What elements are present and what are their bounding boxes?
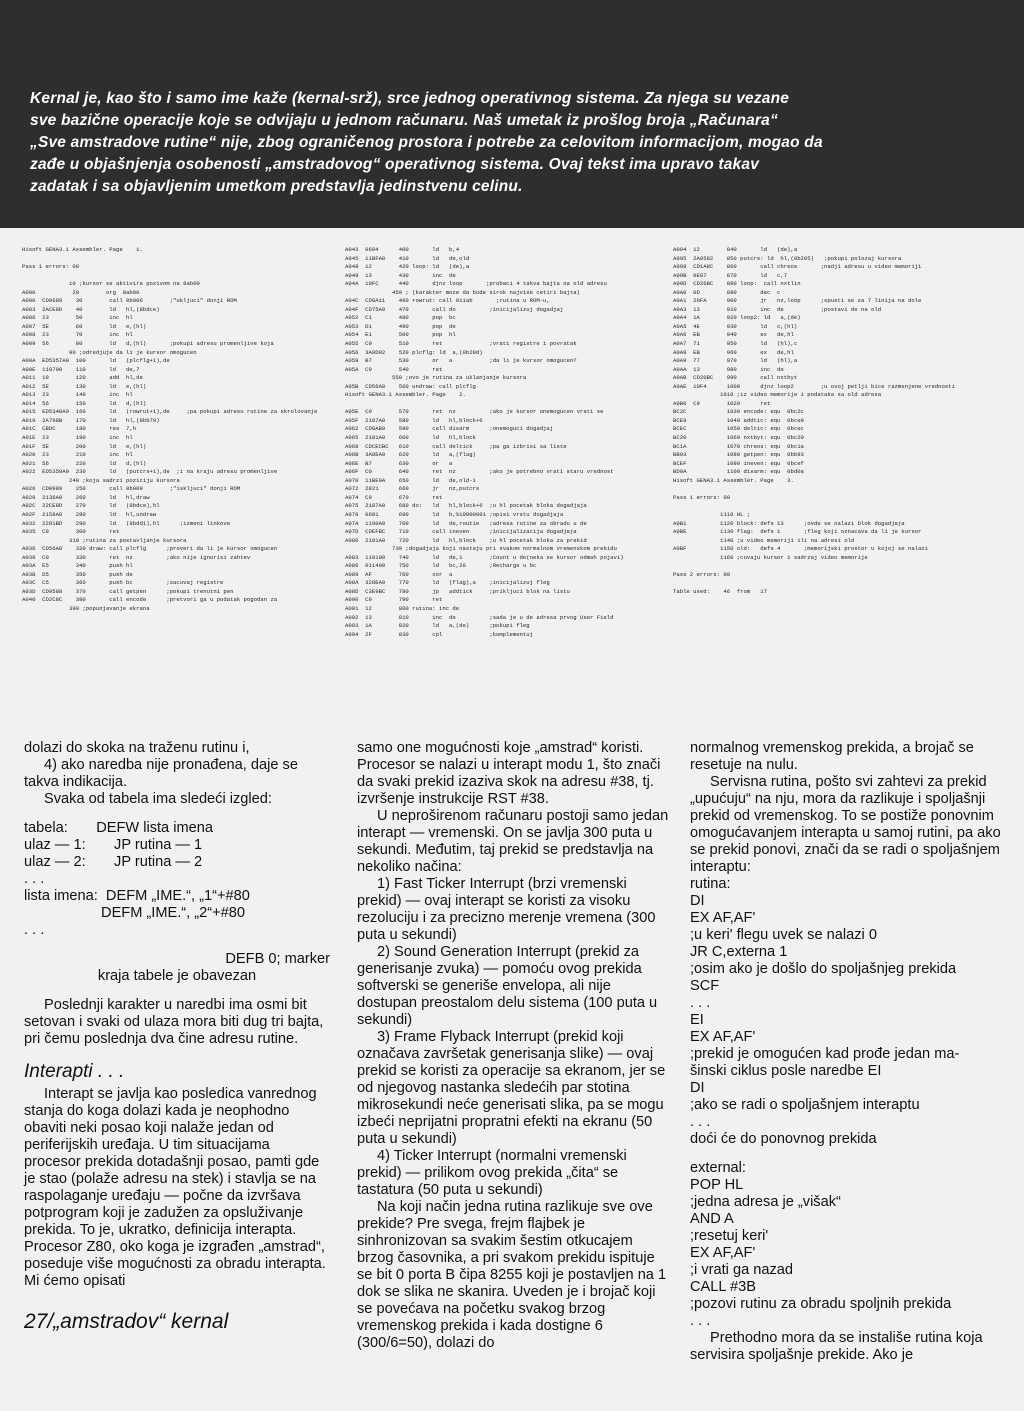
text-line: A029 2136A0 260 ld hl,draw bbox=[22, 493, 150, 501]
text-line: BC20 1060 nxtbyt: equ 0bc20 bbox=[673, 434, 804, 442]
text-line: A013 23 140 inc hl bbox=[22, 391, 133, 399]
text-line: . . . bbox=[690, 1114, 711, 1130]
text-line: A056 3A0D02 520 plcflg: ld a,(0b20d) bbox=[345, 348, 483, 356]
assembler-listing-page-3 bbox=[673, 246, 1013, 728]
text-line: A080 2181A0 720 ld hl,block ;u hl pocetak bloka za prekid bbox=[345, 536, 587, 544]
text-line: A05B CD56A0 560 undraw: call plcflg bbox=[345, 382, 476, 390]
text-line: A0BE 1130 flag: defs 1 ;fleg koji oznacava da li je kursor bbox=[673, 528, 922, 536]
text-line: A0BF 1150 old: defs 4 ;memorijski prostor u kojoj se nalazi bbox=[673, 545, 929, 553]
text-line bbox=[345, 400, 670, 409]
text-line: A0A4 1A 920 loop2: ld a,(de) bbox=[673, 314, 801, 322]
paragraph: 4) Ticker Interrupt (normalni vremenski prekid) — prilikom ovog prekida „čita“ se tastatura (50 puta u sekundi) bbox=[357, 1148, 627, 1198]
text-line: A054 E1 500 pop hl bbox=[345, 331, 456, 339]
article-column-3 bbox=[690, 740, 1003, 1364]
text-line: Hisoft GENA3.1 Assembler. Page 2. bbox=[345, 391, 466, 399]
paragraph: U neproširenom računaru postoji samo jedan interapt — vremenski. On se javlja 300 puta u sekundi. Međutim, taj prekid se predstavlja na nekoliko načina: bbox=[357, 808, 669, 875]
text-line bbox=[673, 485, 1013, 494]
text-line: A035 C9 300 ret bbox=[22, 528, 120, 536]
text-line bbox=[22, 272, 344, 281]
text-line bbox=[22, 255, 344, 264]
text-line: CALL #3B bbox=[690, 1279, 756, 1295]
assembler-listing-page-1 bbox=[22, 246, 344, 728]
text-line: A026 CD0989 250 call 0b909 ;"iskljuci" donji ROM bbox=[22, 485, 241, 493]
paragraph: Interapt se javlja kao posledica vanrednog stanja do koga dolazi kada je neophodno obaviti neki posao koji nalaže jedan od periferijskih uređaja. U tim situacijama procesor prekida dotadašnji posao, pamti gde je stao (polaže adresu na stek) i stavlja se na raspolaganje uređaju — počne da izvršava potprogram koji je zadužen za opsluživanje prekida. To je, ukratko, definicija interapta. Procesor Z80, oko koga je izgrađen „amstrad“, poseduje više mogućnosti za obradu interapta. Mi ćemo opisati bbox=[24, 1086, 326, 1289]
text-line: Pass 2 errors: 00 bbox=[673, 570, 731, 578]
text-line: EI bbox=[690, 1012, 704, 1028]
page-footer-title: 27/„amstradov“ kernal bbox=[24, 1310, 229, 1333]
intro-line: zađe u objašnjenja osobenosti „amstradovog“ operativnog sistema. Ovaj tekst ima upravo takav bbox=[30, 156, 760, 173]
text-line: BC2C 1030 encode: equ 0bc2c bbox=[673, 408, 804, 416]
text-line: A020 23 210 inc hl bbox=[22, 451, 133, 459]
text-line: rutina: bbox=[690, 876, 731, 892]
text-line: A083 110100 740 ld de,1 ;Count u de(neka se kursor odmah pojavi) bbox=[345, 553, 624, 561]
text-line: A000 CD0689 30 call 0b906 ;"ukljuci" donji ROM bbox=[22, 297, 237, 305]
interrupt-routine-code bbox=[690, 876, 1003, 1148]
text-line: JR C,externa 1 bbox=[690, 944, 788, 960]
paragraph: normalnog vremenskog prekida, a brojač se resetuje na nulu. bbox=[690, 740, 974, 773]
paragraph: samo one mogućnosti koje „amstrad“ koristi. Procesor se nalazi u interapt modu 1, što znači da svaki prekid izaziva skok na adresu #38, tj. izvršenje instrukcije RST #38. bbox=[357, 740, 661, 807]
text-line: A011 19 120 add hl,de bbox=[22, 374, 143, 382]
text-line: A0AA 13 980 inc de bbox=[673, 365, 784, 373]
text-line: A0A7 71 950 ld (hl),c bbox=[673, 340, 798, 348]
text-line: A045 11BFA0 410 ld de,old bbox=[345, 254, 470, 262]
text-line: A09B 0E07 870 ld c,7 bbox=[673, 271, 788, 279]
text-line: DEFM „IME.“, „2“+#80 bbox=[24, 905, 245, 921]
paragraph: 3) Frame Flyback Interrupt (prekid koji označava završetak generisanja slike) — ovaj prekid se koristi za operacije sa ekranom, jer se od njegovog nastanka sledećih par stotina mikrosekundi neće generisati slika, pa se mogu izbeći neprijatni propratni efekti na ekranu (50 puta u sekundi) bbox=[357, 1029, 666, 1147]
text-line: . . . bbox=[690, 995, 711, 1011]
text-line: ;resetuj keri' bbox=[690, 1228, 769, 1244]
text-line: Hisoft GENA3.1 Assembler. Page 1. bbox=[22, 246, 143, 253]
text-line: A03D CD9588 370 call getpen ;pokupi trenutni pen bbox=[22, 587, 234, 595]
text-line: 90 ;odredjuje da li je kursor omogucen bbox=[22, 348, 197, 356]
intro-line: sve bazične operacije koje se odvijaju u jednom računaru. Naš umetak iz prošlog broja „Računara“ bbox=[30, 112, 778, 129]
text-line: 10 ;kursor se aktivira pozivom na 8ab00 bbox=[22, 280, 200, 288]
text-line: AND A bbox=[690, 1211, 734, 1227]
table-format-code bbox=[24, 820, 330, 939]
text-line: A021 56 220 ld d,(hl) bbox=[22, 459, 147, 467]
text-line: A055 C9 510 ret ;vrati registre i povratak bbox=[345, 340, 577, 348]
text-line: ;ako se radi o spoljašnjem interaptu bbox=[690, 1097, 920, 1113]
text-line: A012 5E 130 ld e,(hl) bbox=[22, 382, 147, 390]
text-line: A06E B7 630 or a bbox=[345, 459, 453, 467]
text-line: ;u keri' flegu uvek se nalazi 0 bbox=[690, 927, 877, 943]
text-line: A078 0681 690 ld b,%10000001 ;opisi vrstu dogadjaja bbox=[345, 510, 564, 518]
text-line: A0A3 13 910 inc de ;postavi de na old bbox=[673, 305, 882, 313]
text-line: BCEF 1090 ineven: equ 0bcef bbox=[673, 459, 804, 467]
text-line: A072 2821 660 jr nz,putcrs bbox=[345, 485, 480, 493]
text-line: A098 CD1A8C 860 call chreos ;nadji adresu u video memoriji bbox=[673, 263, 922, 271]
text-line: A019 2A798B 170 ld hl,(8bb79) bbox=[22, 416, 160, 424]
text-line: DI bbox=[690, 893, 705, 909]
paragraph: 4) ako naredba nije pronađena, daje se takva indikacija. bbox=[24, 757, 298, 790]
paragraph: 2) Sound Generation Interrupt (prekid za generisanje zvuka) — pomoću ovog prekida softverski se generiše envelopa, ali nije dostupan preostalom delu sistema (100 puta u sekundi) bbox=[357, 944, 658, 1028]
text-line: EX AF,AF' bbox=[690, 1029, 756, 1045]
text-line: 240 ;koja sadrzi poziciju kursora bbox=[22, 476, 180, 484]
text-line: A095 2A0582 850 putcrs: ld hl,(0b205) ;pokupi polozaj kursora bbox=[673, 254, 902, 262]
text-line: A03B D5 350 push de bbox=[22, 570, 133, 578]
text-line: A043 0604 400 ld b,4 bbox=[345, 246, 460, 253]
text-line: šinski ciklus posle naredbe EI bbox=[690, 1063, 882, 1079]
text-line: A08D C3E9BC 780 jp addtick ;prikljuci blok na listu bbox=[345, 587, 570, 595]
external-routine-code bbox=[690, 1160, 1003, 1330]
text-line: . . . bbox=[690, 1313, 711, 1329]
text-line: A08A 328EA0 770 ld (flag),a ;inicijalizuj fleg bbox=[345, 579, 550, 587]
paragraph: dolazi do skoka na traženu rutinu i, bbox=[24, 740, 250, 756]
text-line bbox=[673, 502, 1013, 511]
text-line: ;i vrati ga nazad bbox=[690, 1262, 794, 1278]
text-line: A06F C0 640 ret nz ;ako je potrebno vrati staru vrednost bbox=[345, 468, 614, 476]
paragraph: Prethodno mora da se instališe rutina koja servisira spoljašnje prekide. Ako je bbox=[690, 1330, 983, 1363]
text-line: A04A 10FC 440 djnz loop ;probaci 4 takva bajta na old adresu bbox=[345, 280, 607, 288]
text-line: A014 56 150 ld d,(hl) bbox=[22, 399, 147, 407]
article-column-1 bbox=[24, 740, 330, 1290]
text-line: 1160 ;cuvaju kursor i sadrzaj video memorije bbox=[673, 553, 868, 561]
text-line: 450 ; (karakter moze da bude sirok najvise cetiri bajta) bbox=[345, 288, 580, 296]
text-line: 310 ;rutina za postavljanje kursora bbox=[22, 536, 187, 544]
text-line: A05E C0 570 ret nz ;ako je kursor onemogucen vrati se bbox=[345, 408, 604, 416]
assembler-listing-page-2 bbox=[345, 246, 670, 728]
text-line: A00E 110700 110 ld de,7 bbox=[22, 365, 140, 373]
paragraph: 1) Fast Ticker Interrupt (brzi vremenski prekid) — ovaj interapt se koristi za visoku rezoluciju i za precizno merenje vremena (300 puta u sekundi) bbox=[357, 876, 656, 943]
text-line: BCE9 1040 addtic: equ 0bce9 bbox=[673, 416, 804, 424]
text-line: A01F 5E 200 ld e,(hl) bbox=[22, 442, 147, 450]
intro-line: Kernal je, kao što i samo ime kaže (kernal-srž), srce jednog operativnog sistema. Za njega su vezane bbox=[30, 90, 790, 107]
text-line: Pass 1 errors: 00 bbox=[22, 263, 80, 271]
text-line: ;prekid je omogućen kad prođe jedan ma- bbox=[690, 1046, 960, 1062]
text-line: A0B0 C9 1020 ret bbox=[673, 399, 771, 407]
text-line: A091 12 800 rutina: inc de bbox=[345, 604, 460, 612]
text-line: A065 2181A0 600 ld hl,block bbox=[345, 434, 476, 442]
text-line: . . . bbox=[24, 871, 45, 887]
text-line: ;jedna adresa je „višak“ bbox=[690, 1194, 841, 1210]
text-line: A009 56 80 ld d,(hl) ;pokupi adresu promenljive koja bbox=[22, 340, 274, 348]
text-line: doći će do ponovnog prekida bbox=[690, 1131, 877, 1147]
text-line: Pass 1 errors: 00 bbox=[673, 493, 731, 501]
paragraph: Poslednji karakter u naredbi ima osmi bit setovan i svaki od ulaza mora biti dug tri bajta, pri čemu poslednja dva čine adresu rutine. bbox=[24, 997, 324, 1047]
text-line: A070 11BE0A 650 ld de,old-1 bbox=[345, 476, 476, 484]
text-line: A094 12 840 ld (de),a bbox=[673, 246, 798, 253]
text-line: A03C C5 360 push bc ;sacuvaj registre bbox=[22, 579, 224, 587]
text-line: 550 ;ovo je rutina za uklanjanje kursora bbox=[345, 374, 527, 382]
text-line: A0AE 10F4 1000 djnz loop2 ;u ovoj petlji bice razmenjene vrednosti bbox=[673, 382, 955, 390]
text-line: A0A5 4E 930 ld c,(hl) bbox=[673, 322, 798, 330]
paragraph: Servisna rutina, pošto svi zahtevi za prekid „upućuju“ na nju, mora da razlikuje i spoljašnji prekid od vremenskog. To se postiže ponovnim omogućavanjem interapta u samoj rutini, pa ako se prekid ponovi, znači da se radi o spoljašnjem interaptu: bbox=[690, 774, 1001, 875]
text-line bbox=[673, 579, 1013, 588]
text-line: external: bbox=[690, 1160, 746, 1176]
text-line: A053 D1 490 pop de bbox=[345, 322, 456, 330]
text-line: A000 20 org 8ab00 bbox=[22, 288, 140, 296]
text-line: A0AB CD20BC 990 call nxtbyt bbox=[673, 374, 798, 382]
text-line: 390 ;popunjavanje ekrana bbox=[22, 604, 150, 612]
text-line: A008 23 70 inc hl bbox=[22, 331, 133, 339]
text-line: EX AF,AF' bbox=[690, 910, 756, 926]
paragraph: Na koji način jedna rutina razlikuje sve ove prekide? Pre svega, frejm flajbek je sinhronizovan sa svakim šestim otkucajem brzog časovnika, a pri svakom prekidu ispituje se bit 0 porta B čipa 8255 koji je postavljen na 1 dok se slika ne skanira. Uveden je i brojač koji se povećava na početku svakog brzog vremenskog prekida i kada dostigne 6 (300/6=50), dolazi do bbox=[357, 1199, 667, 1351]
text-line: ;pozovi rutinu za obradu spoljnih prekida bbox=[690, 1296, 952, 1312]
text-line: ulaz — 2: JP rutina — 2 bbox=[24, 854, 203, 870]
text-line: BC1A 1070 chreos: equ 0bc1a bbox=[673, 442, 804, 450]
text-line: A022 ED5359A0 230 ld (putcrs+1),de ;i na kraju adresu promenljive bbox=[22, 468, 278, 476]
text-line: lista imena: DEFM „IME.“, „1“+#80 bbox=[24, 888, 250, 904]
text-line: A068 CDCECBC 610 call deltick ;pa ga izbrisi sa liste bbox=[345, 442, 567, 450]
text-line: Hisoft GENA3.1 Assembler. Page 3. bbox=[673, 476, 794, 484]
text-line: tabela: DEFW lista imena bbox=[24, 820, 213, 836]
text-line: . . . bbox=[24, 922, 45, 938]
text-line: A09D CD26BC 880 loop: call nxtlin bbox=[673, 280, 801, 288]
text-line: 730 ;dogadjaja koji nastaju pri svakom normalnom vremenskom prekidu bbox=[345, 545, 617, 553]
text-line: A0A0 0D 890 dec c bbox=[673, 288, 781, 296]
text-line: 1110 HL ; bbox=[673, 510, 751, 518]
text-line: A0A8 EB 960 ex de,hl bbox=[673, 348, 794, 356]
text-line: A074 C9 670 ret bbox=[345, 493, 443, 501]
intro-banner bbox=[0, 0, 1024, 228]
text-line: ulaz — 1: JP rutina — 1 bbox=[24, 837, 203, 853]
paragraph: kraja tabele je obavezan bbox=[97, 968, 257, 984]
text-line: A032 2291BD 290 ld (8bdd1),hl ;izmeni linkove bbox=[22, 519, 231, 527]
text-line bbox=[673, 562, 1013, 571]
text-line: A062 CD0AB9 590 call disarm ;onemoguci dogadjaj bbox=[345, 425, 554, 433]
text-line: A05F 2187A0 580 ld hl,block+6 bbox=[345, 416, 483, 424]
text-line: A036 CD56A0 320 draw: call plcflg ;proveri da li je kursor omogucen bbox=[22, 545, 278, 553]
text-line: A0B1 1120 block: defs 13 ;ovde se nalazi blok dogadjaja bbox=[673, 519, 905, 527]
intro-line: „Sve amstradove rutine“ nije, zbog ograničenog prostora i potrebe za celovitom informacijom, mogao da bbox=[30, 134, 823, 151]
text-line: A007 5E 60 ld e,(hl) bbox=[22, 322, 147, 330]
text-line: A089 AF 760 xor a bbox=[345, 570, 453, 578]
text-line: A02C 22CE8D 270 ld (8bdce),hl bbox=[22, 502, 160, 510]
text-line: A052 C1 480 pop bc bbox=[345, 314, 456, 322]
text-line: A049 13 430 inc de bbox=[345, 271, 456, 279]
text-line: A039 C0 330 ret nz ;ako nije ignorisi zahtev bbox=[22, 553, 251, 561]
text-line: A075 2187A0 680 do: ld hl,block+6 ;u hl pocetak bloka dogadjaja bbox=[345, 502, 587, 510]
text-line: SCF bbox=[690, 978, 720, 994]
text-line: A093 1A 820 ld a,(de) ;pokupi fleg bbox=[345, 622, 530, 630]
text-line: A092 13 810 inc de ;sada je u de adresa prvog User Field bbox=[345, 613, 614, 621]
section-heading: Interapti . . . bbox=[24, 1061, 125, 1082]
text-line: A006 23 50 inc hl bbox=[22, 314, 133, 322]
paragraph: Svaka od tabela ima sledeći izgled: bbox=[44, 791, 272, 807]
text-line: DI bbox=[690, 1080, 705, 1096]
text-line: 1140 ;u video memoriji ili na adresi old bbox=[673, 536, 855, 544]
text-line: Table used: 46 from 17 bbox=[673, 587, 767, 595]
text-line: BD0A 1100 disarm: equ 0bd0a bbox=[673, 468, 804, 476]
text-line: A06B 3A8EA0 620 ld a,(flag) bbox=[345, 451, 476, 459]
text-line: BCEC 1050 deltic: equ 0bcec bbox=[673, 425, 804, 433]
text-line: A059 B7 530 or a ;da li je kursor omogucen? bbox=[345, 357, 577, 365]
text-line: A01E 23 190 inc hl bbox=[22, 434, 133, 442]
text-line: A0A1 20FA 900 jr nz,loop ;spusti se za 7 linija na dole bbox=[673, 297, 922, 305]
paragraph: DEFB 0; marker bbox=[225, 951, 330, 967]
text-line: POP HL bbox=[690, 1177, 744, 1193]
text-line: A015 ED5340A0 160 ld (rowrut+1),de ;pa pokupi adresu rutine za skrolovanje bbox=[22, 408, 318, 416]
text-line: A01C CBDC 180 res 7,h bbox=[22, 425, 137, 433]
text-line: A03A E5 340 push hl bbox=[22, 562, 133, 570]
text-line: A0A6 EB 940 ex de,hl bbox=[673, 331, 794, 339]
text-line: A02F 2158A0 280 ld hl,undraw bbox=[22, 510, 157, 518]
text-line: A040 CD2C8C 380 call encode ;pretvori ga u podatak pogodan za bbox=[22, 596, 278, 604]
text-line: A04F CD75A0 470 call do ;inicijalizuj dogadjaj bbox=[345, 305, 564, 313]
text-line: A00A ED5357A0 100 ld (plcflg+1),de bbox=[22, 357, 170, 365]
text-line: A086 011400 750 ld bc,20 ;Recharge u bc bbox=[345, 562, 537, 570]
text-line: A048 12 420 loop: ld (de),a bbox=[345, 263, 470, 271]
text-line: 1010 ;iz video memorije i podataka sa old adresa bbox=[673, 391, 882, 399]
text-line: A04C CD0A11 460 rowrut: call 011ab ;rutina u ROM-u, bbox=[345, 297, 550, 305]
intro-line: zadatak i sa objavljenim umetkom predstavlja jedinstvenu celinu. bbox=[30, 178, 523, 195]
intro-text bbox=[30, 88, 1000, 198]
text-line: BB93 1080 getpen: equ 0bb93 bbox=[673, 451, 804, 459]
text-line: A094 2F 830 cpl ;komplementuj bbox=[345, 630, 533, 638]
text-line: A05A C9 540 ret bbox=[345, 365, 443, 373]
article-column-2 bbox=[357, 740, 670, 1352]
text-line: A0A9 77 970 ld (hl),a bbox=[673, 357, 798, 365]
text-line: A07D CDEFBC 710 call ineven ;inicijalizacija dogadjaja bbox=[345, 528, 577, 536]
text-line: ;osim ako je došlo do spoljašnjeg prekida bbox=[690, 961, 957, 977]
text-line: EX AF,AF' bbox=[690, 1245, 756, 1261]
text-line: A003 2ACE8D 40 ld hl,(8bdce) bbox=[22, 305, 160, 313]
text-line: A090 C9 790 ret bbox=[345, 596, 443, 604]
text-line: A07A 1190A0 700 ld de,routie ;adresa rutine za obradu u de bbox=[345, 519, 587, 527]
